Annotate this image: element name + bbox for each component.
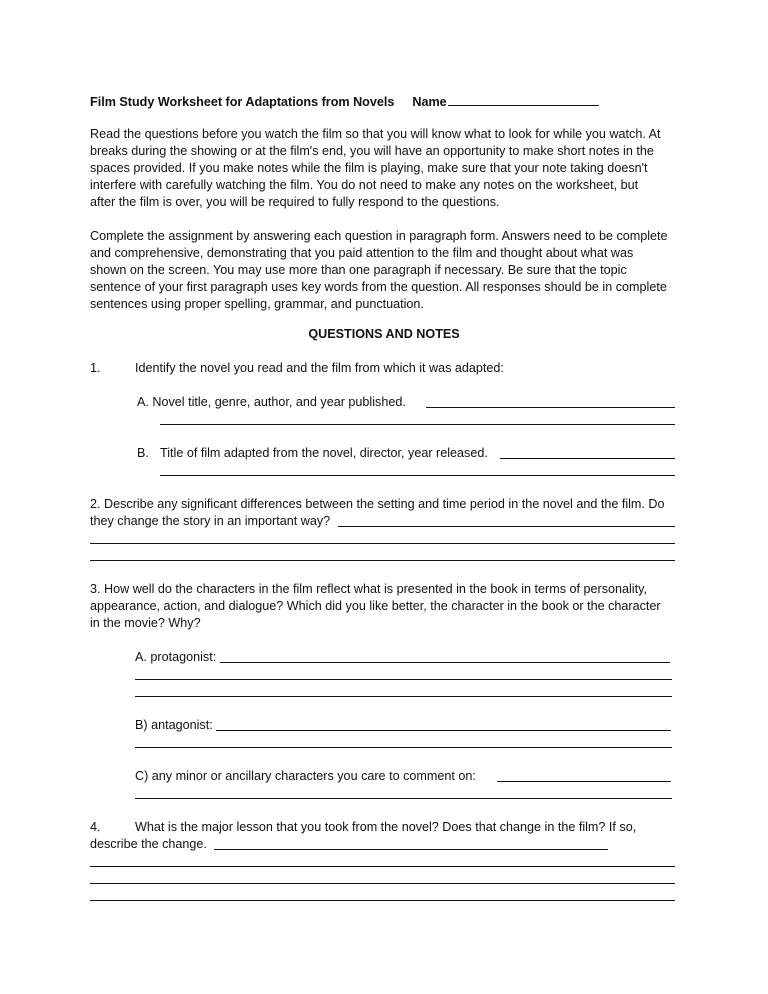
worksheet-header [90,93,599,109]
q1b-answer-line[interactable] [500,458,675,459]
instructions-line: sentence of your first paragraph uses key words from the question. All responses should be in complete [90,280,667,294]
q3b-answer-line[interactable] [135,747,672,748]
q3-text-line: 3. How well do the characters in the film reflect what is presented in the book in terms of personality, [90,582,647,596]
q4-answer-line[interactable] [90,866,675,867]
intro-line: Read the questions before you watch the film so that you will know what to look for while you watch. At [90,127,661,141]
q3a-answer-line[interactable] [135,679,672,680]
q1-number: 1. [90,361,101,375]
intro-line: spaces provided. If you make notes while the film is playing, make sure that your note taking doesn't [90,161,648,175]
q3-text-line: in the movie? Why? [90,616,201,630]
q4-answer-line[interactable] [90,900,675,901]
q1a-answer-line[interactable] [160,424,675,425]
name-field-line[interactable] [448,93,599,106]
q4-text-line: What is the major lesson that you took from the novel? Does that change in the film? If so, [135,820,637,834]
q4-answer-line[interactable] [90,883,675,884]
q1b-answer-line[interactable] [160,475,675,476]
q1b-label: Title of film adapted from the novel, director, year released. [160,446,488,460]
q1b-letter: B. [137,446,149,460]
q1a-label: A. Novel title, genre, author, and year published. [137,395,406,409]
q2-answer-line[interactable] [90,560,675,561]
q3c-answer-line[interactable] [135,798,672,799]
q2-text-line: they change the story in an important way? [90,514,331,528]
q2-text-line: 2. Describe any significant differences between the setting and time period in the novel and the film. Do [90,497,665,511]
instructions-line: shown on the screen. You may use more than one paragraph if necessary. Be sure that the topic [90,263,627,277]
q1a-answer-line[interactable] [426,407,675,408]
instructions-line: Complete the assignment by answering each question in paragraph form. Answers need to be complete [90,229,668,243]
q3a-label: A. protagonist: [135,650,217,664]
q2-answer-line[interactable] [90,543,675,544]
instructions-line: sentences using proper spelling, grammar, and punctuation. [90,297,424,311]
q3a-answer-line[interactable] [220,662,670,663]
q3-text-line: appearance, action, and dialogue? Which did you like better, the character in the book or the character [90,599,661,613]
q4-number: 4. [90,820,101,834]
q3a-answer-line[interactable] [135,696,672,697]
intro-line: after the film is over, you will be required to fully respond to the questions. [90,195,500,209]
q1-text: Identify the novel you read and the film from which it was adapted: [135,361,504,375]
q3b-label: B) antagonist: [135,718,213,732]
worksheet-title: Film Study Worksheet for Adaptations from Novels [90,95,395,109]
name-label: Name [412,95,447,109]
q4-text-line: describe the change. [90,837,207,851]
instructions-line: and comprehensive, demonstrating that you paid attention to the film and thought about what was [90,246,634,260]
q3c-answer-line[interactable] [497,781,671,782]
intro-line: breaks during the showing or at the film's end, you will have an opportunity to make short notes in the [90,144,654,158]
q3c-label: C) any minor or ancillary characters you care to comment on: [135,769,476,783]
section-heading: QUESTIONS AND NOTES [308,327,460,341]
intro-line: interfere with carefully watching the film. You do not need to make any notes on the worksheet, but [90,178,639,192]
q4-answer-line[interactable] [214,849,608,850]
q3b-answer-line[interactable] [216,730,671,731]
q2-answer-line[interactable] [338,526,675,527]
